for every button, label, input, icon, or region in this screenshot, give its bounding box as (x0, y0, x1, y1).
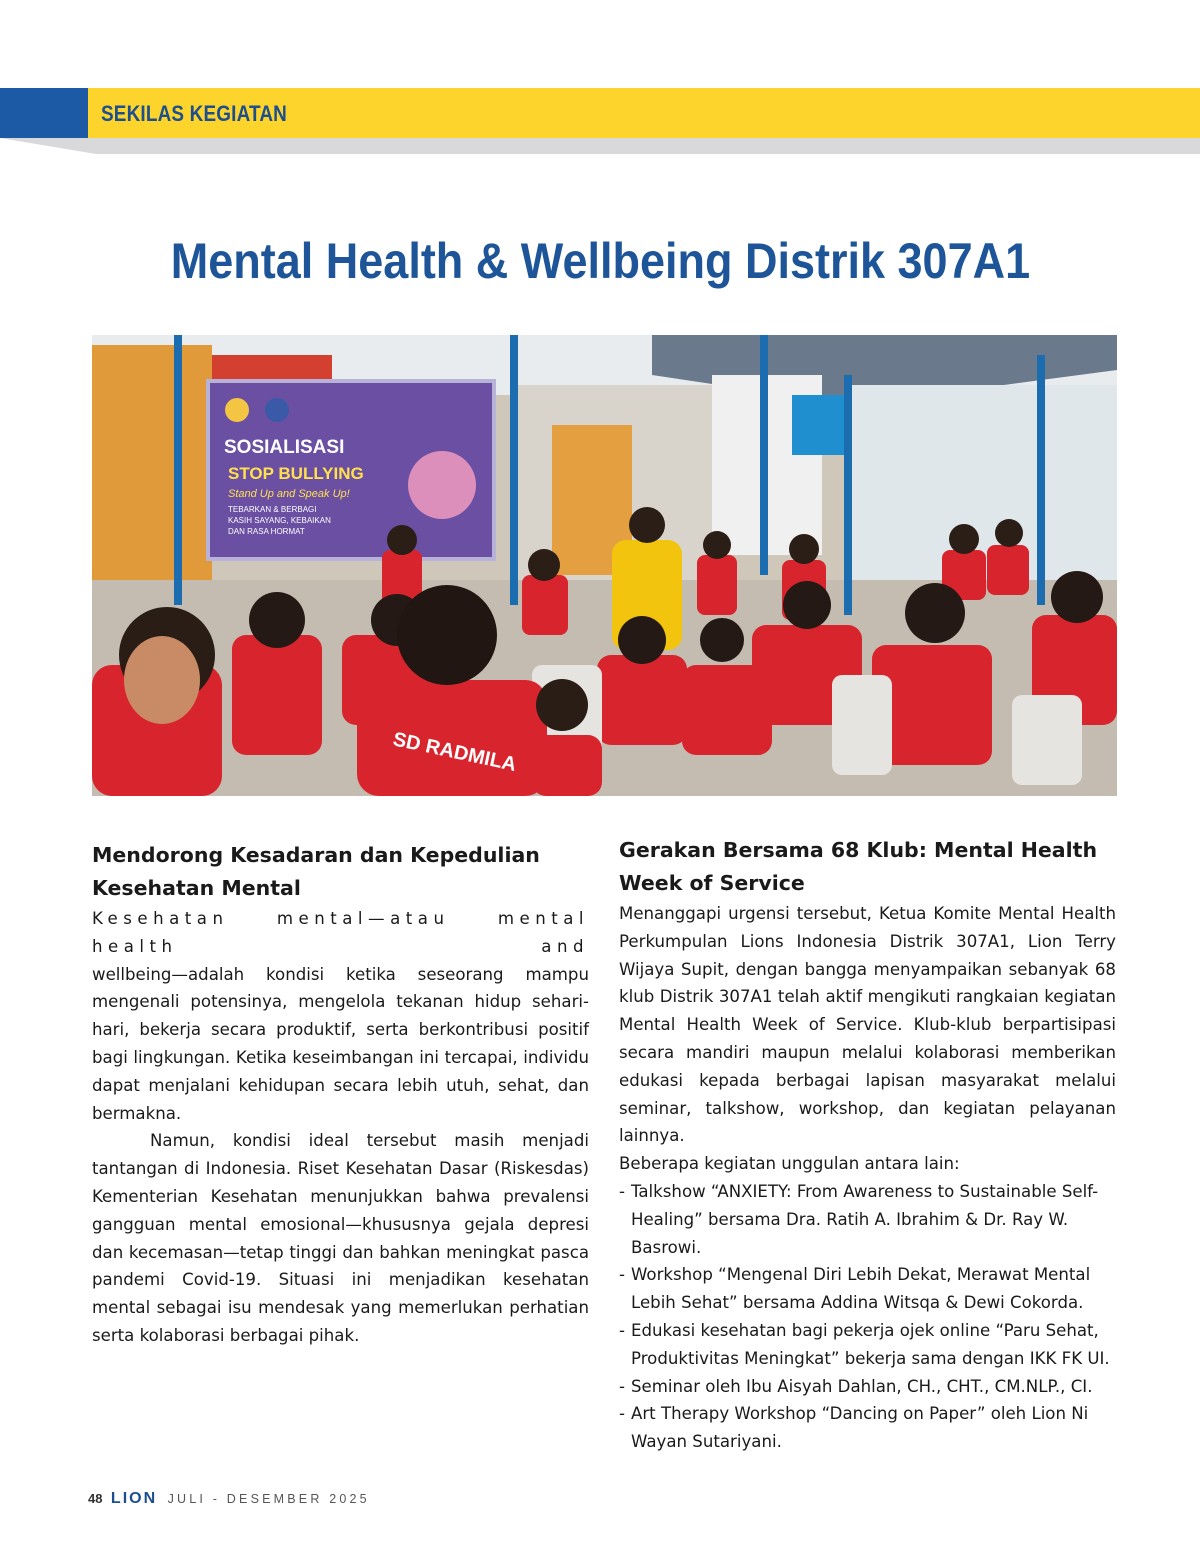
header-band-accent (0, 88, 88, 138)
list-item-text: Seminar oleh Ibu Aisyah Dahlan, CH., CHT., CM.NLP., CI. (631, 1376, 1093, 1396)
list-item (619, 1261, 1116, 1317)
banner-tagline: Stand Up and Speak Up! (228, 488, 350, 500)
list-item-text: Art Therapy Workshop “Dancing on Paper” oleh Lion Ni Wayan Sutariyani. (631, 1404, 1089, 1452)
banner-line-2: KASIH SAYANG, KEBAIKAN (228, 516, 331, 525)
section-label: SEKILAS KEGIATAN (101, 101, 288, 126)
list-intro: Beberapa kegiatan unggulan antara lain: (619, 1154, 960, 1174)
shirt-text: SD RADMILA (390, 728, 519, 776)
list-bullet: - (619, 1265, 625, 1285)
list-bullet: - (619, 1320, 625, 1340)
issue-date: JULI - DESEMBER 2025 (167, 1492, 370, 1506)
banner-title: SOSIALISASI (224, 437, 345, 458)
left-paragraph-1: wellbeing—adalah kondisi ketika seseorang mampu mengenali potensinya, mengelola tekanan hidup sehari-hari, bekerja secara produktif, serta berkontribusi positif bagi lingkungan. Ketika keseimbangan ini tercapai, individu dapat menjalani kehidupan secara lebih utuh, sehat, dan bermakna. (92, 964, 589, 1123)
photo-illustration (92, 335, 1117, 796)
article-title-text: Mental Health & Wellbeing Distrik 307A1 (170, 233, 1030, 289)
list-bullet: - (619, 1376, 625, 1396)
page-footer (88, 1488, 370, 1510)
list-item-text: Edukasi kesehatan bagi pekerja ojek online “Paru Sehat, Produktivitas Meningkat” bekerja sama dengan IKK FK UI. (631, 1320, 1110, 1368)
article-title (0, 228, 1200, 294)
banner-line-1: TEBARKAN & BERBAGI (228, 505, 317, 514)
left-heading: Mendorong Kesadaran dan Kepedulian Kesehatan Mental (92, 843, 540, 900)
left-paragraph-2: Namun, kondisi ideal tersebut masih menjadi tantangan di Indonesia. Riset Kesehatan Dasar (Riskesdas) Kementerian Kesehatan menunjukkan bahwa prevalensi gangguan mental emosional—khususnya gejala depresi dan kecemasan—tetap tinggi dan bahkan meningkat pasca pandemi Covid-19. Situasi ini menjadikan kesehatan mental sebagai isu mendesak yang memerlukan perhatian serta kolaborasi berbagai pihak. (92, 1131, 589, 1345)
list-bullet: - (619, 1404, 625, 1424)
list-item (619, 1317, 1116, 1373)
article-photo (92, 335, 1117, 796)
banner-subtitle: STOP BULLYING (228, 464, 364, 483)
list-item (619, 1373, 1116, 1401)
list-item-text: Workshop “Mengenal Diri Lebih Dekat, Merawat Mental Lebih Sehat” bersama Addina Witsqa & Dewi Cokorda. (631, 1265, 1091, 1313)
page-number: 48 (88, 1491, 103, 1506)
right-heading: Gerakan Bersama 68 Klub: Mental Health Week of Service (619, 838, 1098, 895)
right-column (619, 834, 1116, 1456)
banner-line-3: DAN RASA HORMAT (228, 527, 305, 536)
magazine-brand: LION (110, 1490, 158, 1507)
left-paragraph-1-first-line: Kesehatan mental—atau mental health and (92, 909, 589, 956)
activity-list (619, 1178, 1116, 1456)
right-paragraph-1: Menanggapi urgensi tersebut, Ketua Komite Mental Health Perkumpulan Lions Indonesia Distrik 307A1, Lion Terry Wijaya Supit, dengan bangga menyampaikan sebanyak 68 klub Distrik 307A1 telah aktif mengikuti rangkaian kegiatan Mental Health Week of Service. Klub-klub berpartisipasi secara mandiri maupun melalui kolaborasi memberikan edukasi kepada berbagai lapisan masyarakat melalui seminar, talkshow, workshop, dan kegiatan pelayanan lainnya. (619, 904, 1116, 1146)
list-item-text: Talkshow “ANXIETY: From Awareness to Sustainable Self-Healing” bersama Dra. Ratih A. Ibrahim & Dr. Ray W. Basrowi. (631, 1181, 1099, 1257)
list-item (619, 1178, 1116, 1261)
list-item (619, 1400, 1116, 1456)
left-column (92, 839, 589, 1350)
header-band-shadow (0, 138, 1200, 154)
list-bullet: - (619, 1181, 625, 1201)
